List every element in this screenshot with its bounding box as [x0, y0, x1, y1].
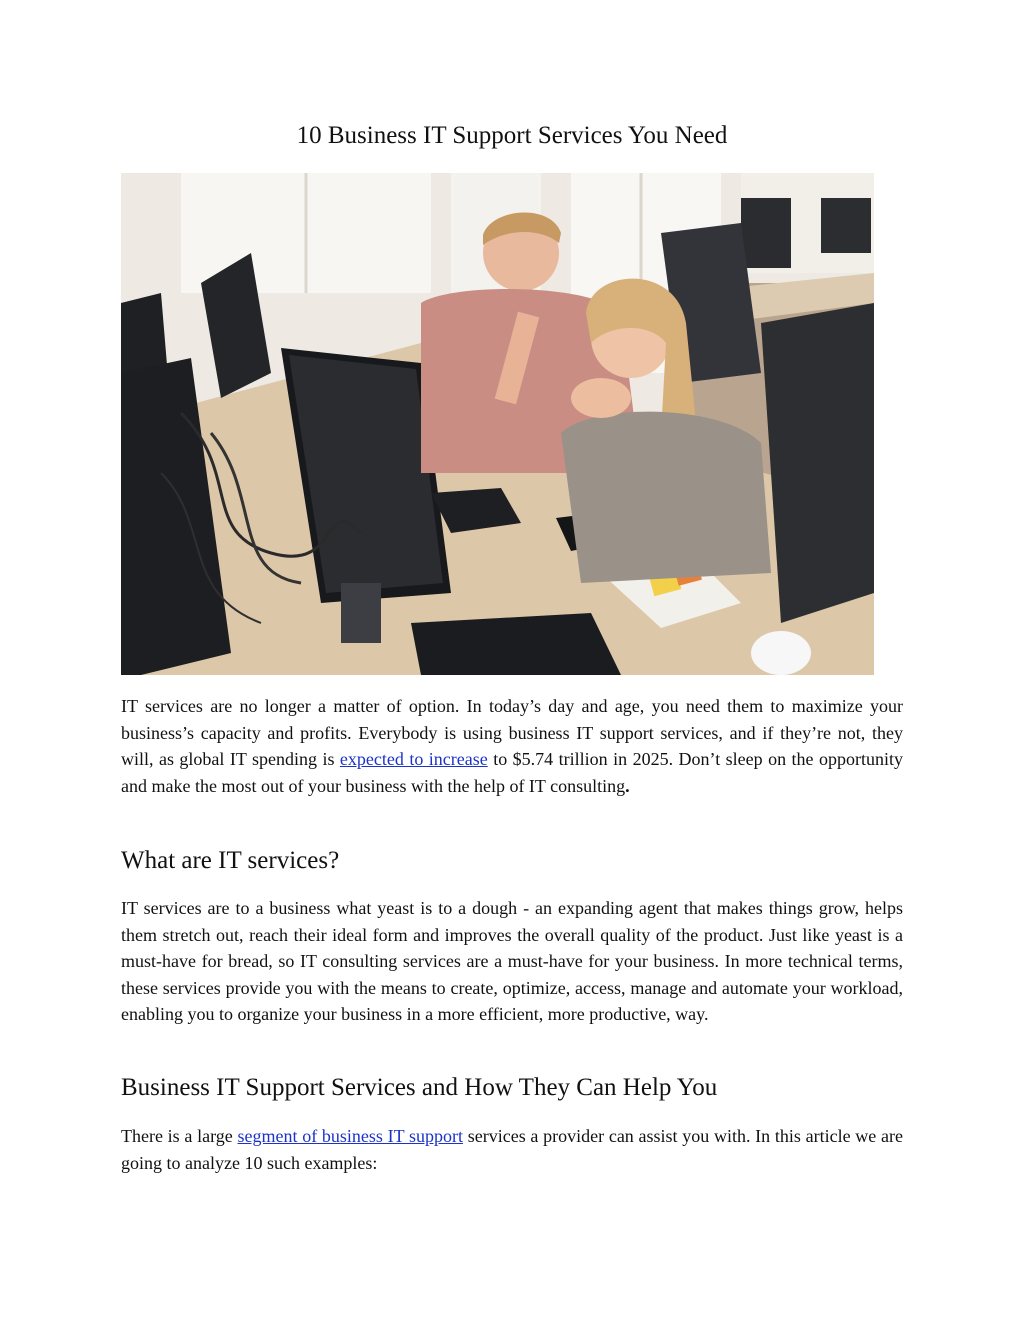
- intro-paragraph: [121, 693, 903, 799]
- office-photo: [121, 173, 874, 675]
- segment-of-business-it-support-link[interactable]: segment of business IT support: [237, 1126, 464, 1146]
- expected-to-increase-link[interactable]: expected to increase: [339, 749, 488, 769]
- intro-text-start: IT services are no longer a matter of option. In today’s day and age, you need them to maximize your business’s capacity and profits. Everybody is using business IT support services, and if they’re not, they will, as global IT spending is: [121, 696, 903, 769]
- intro-text-end: to $5.74 trillion in 2025. Don’t sleep on the opportunity and make the most out of your business with the help of IT consulting: [121, 749, 903, 796]
- two-colleagues-at-computer-icon: [121, 173, 874, 675]
- page-title: 10 Business IT Support Services You Need: [296, 122, 728, 149]
- what-are-it-services-heading: What are IT services?: [121, 847, 340, 874]
- support-text-end: services a provider can assist you with. In this article we are going to analyze 10 such examples:: [121, 1126, 903, 1173]
- what-are-it-services-paragraph: IT services are to a business what yeast is to a dough - an expanding agent that makes things grow, helps them stretch out, reach their ideal form and improves the overall quality of the product. Just like yeast is a must-have for bread, so IT consulting services are a must-have for your business. In more technical terms, these services provide you with the means to create, optimize, access, manage and automate your workload, enabling you to organize your business in a more efficient, more productive, way.: [121, 898, 903, 1024]
- business-it-support-paragraph: [121, 1123, 903, 1176]
- support-text-start: There is a large: [121, 1126, 238, 1146]
- business-it-support-heading: Business IT Support Services and How They Can Help You: [121, 1074, 718, 1101]
- intro-end-mark: .: [625, 775, 630, 796]
